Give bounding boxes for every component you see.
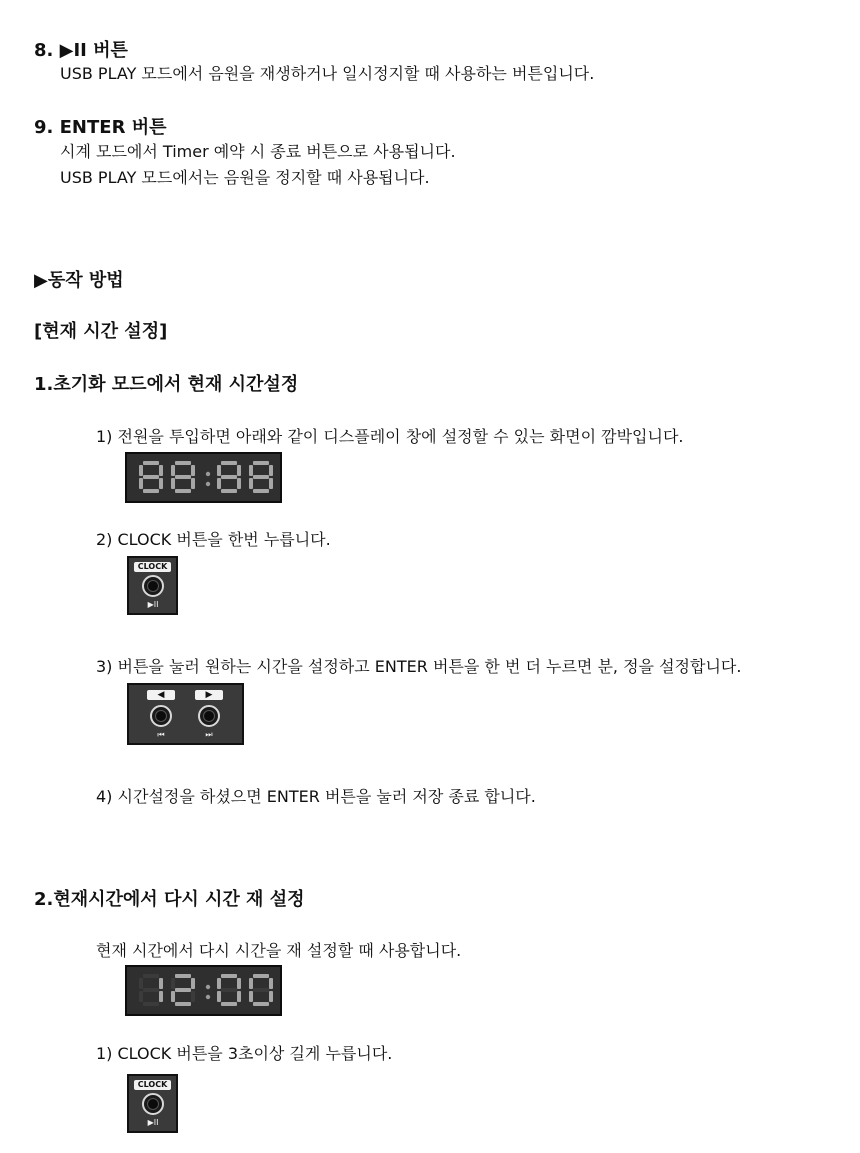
seven-segment-display xyxy=(127,967,280,1014)
play-pause-symbol-2: ▶II xyxy=(147,1118,159,1127)
colon-dot xyxy=(206,985,210,989)
segment-b xyxy=(237,978,241,989)
segment-c xyxy=(159,478,163,489)
item9-description-1: 시계 모드에서 Timer 예약 시 종료 버튼으로 사용됩니다. xyxy=(60,142,456,161)
segment-f xyxy=(139,465,143,476)
display-88-88 xyxy=(125,452,282,503)
segment-g xyxy=(253,988,269,992)
clock-button[interactable] xyxy=(142,575,164,597)
segment-c xyxy=(191,478,195,489)
segment-a xyxy=(253,974,269,978)
segment-d xyxy=(175,1002,191,1006)
segment-a xyxy=(175,974,191,978)
segment-b xyxy=(269,978,273,989)
arrow-buttons-panel xyxy=(127,683,244,745)
section2-title: 2.현재시간에서 다시 시간 재 설정 xyxy=(34,889,305,910)
item9-description-2: USB PLAY 모드에서는 음원을 정지할 때 사용됩니다. xyxy=(60,168,430,187)
segment-e xyxy=(171,991,175,1002)
segment-f xyxy=(139,978,143,989)
segment-f xyxy=(171,978,175,989)
segment-c xyxy=(269,478,273,489)
segment-f xyxy=(249,978,253,989)
segment-b xyxy=(159,465,163,476)
play-pause-symbol: ▶II xyxy=(147,600,159,609)
segment-a xyxy=(221,974,237,978)
clock-button-2[interactable] xyxy=(142,1093,164,1115)
segment-a xyxy=(221,461,237,465)
segment-g xyxy=(143,988,159,992)
seven-segment-display xyxy=(127,454,280,501)
colon-dot xyxy=(206,482,210,486)
segment-f xyxy=(217,465,221,476)
segment-g xyxy=(221,475,237,479)
segment-b xyxy=(269,465,273,476)
segment-a xyxy=(175,461,191,465)
segment-f xyxy=(249,465,253,476)
segment-c xyxy=(237,478,241,489)
segment-c xyxy=(237,991,241,1002)
segment-e xyxy=(249,991,253,1002)
segment-a xyxy=(143,974,159,978)
segment-g xyxy=(143,475,159,479)
next-track-icon: ⏭ xyxy=(205,730,213,739)
section1-step4: 4) 시간설정을 하셨으면 ENTER 버튼을 눌러 저장 종료 합니다. xyxy=(96,787,536,806)
segment-d xyxy=(143,489,159,493)
segment-e xyxy=(217,991,221,1002)
segment-f xyxy=(171,465,175,476)
item9-title: 9. ENTER 버튼 xyxy=(34,117,167,138)
segment-a xyxy=(143,461,159,465)
segment-f xyxy=(217,978,221,989)
colon-dot xyxy=(206,472,210,476)
segment-b xyxy=(237,465,241,476)
segment-d xyxy=(143,1002,159,1006)
item8-description: USB PLAY 모드에서 음원을 재생하거나 일시정지할 때 사용하는 버튼입니다. xyxy=(60,64,595,83)
segment-d xyxy=(221,489,237,493)
right-arrow-tag: ▶ xyxy=(195,690,223,700)
section2-intro: 현재 시간에서 다시 시간을 재 설정할 때 사용합니다. xyxy=(96,941,462,960)
item8-title: 8. ▶II 버튼 xyxy=(34,40,128,61)
segment-c xyxy=(159,991,163,1002)
section2-step1: 1) CLOCK 버튼을 3초이상 길게 누릅니다. xyxy=(96,1044,393,1063)
segment-d xyxy=(221,1002,237,1006)
segment-e xyxy=(171,478,175,489)
operation-heading: ▶동작 방법 xyxy=(34,270,124,291)
colon-dot xyxy=(206,995,210,999)
clock-label-2: CLOCK xyxy=(134,1080,171,1090)
segment-g xyxy=(253,475,269,479)
segment-g xyxy=(175,475,191,479)
segment-e xyxy=(139,991,143,1002)
segment-e xyxy=(249,478,253,489)
segment-c xyxy=(269,991,273,1002)
segment-b xyxy=(159,978,163,989)
left-arrow-tag: ◀ xyxy=(147,690,175,700)
prev-button[interactable] xyxy=(150,705,172,727)
segment-a xyxy=(253,461,269,465)
segment-g xyxy=(221,988,237,992)
segment-b xyxy=(191,978,195,989)
segment-e xyxy=(217,478,221,489)
segment-e xyxy=(139,478,143,489)
segment-d xyxy=(253,489,269,493)
operation-subheading: [현재 시간 설정] xyxy=(34,321,168,342)
section1-step1: 1) 전원을 투입하면 아래와 같이 디스플레이 창에 설정할 수 있는 화면이 깜박입니다. xyxy=(96,427,684,446)
segment-d xyxy=(175,489,191,493)
next-button[interactable] xyxy=(198,705,220,727)
segment-d xyxy=(253,1002,269,1006)
section1-title: 1.초기화 모드에서 현재 시간설정 xyxy=(34,374,299,395)
display-12-00 xyxy=(125,965,282,1016)
section1-step3: 3) 버튼을 눌러 원하는 시간을 설정하고 ENTER 버튼을 한 번 더 누르면 분, 정을 설정합니다. xyxy=(96,657,742,676)
segment-c xyxy=(191,991,195,1002)
prev-track-icon: ⏮ xyxy=(157,730,165,739)
clock-button-panel xyxy=(127,556,178,615)
clock-button-panel-2 xyxy=(127,1074,178,1133)
section1-step2: 2) CLOCK 버튼을 한번 누릅니다. xyxy=(96,530,331,549)
segment-g xyxy=(175,988,191,992)
clock-label: CLOCK xyxy=(134,562,171,572)
segment-b xyxy=(191,465,195,476)
